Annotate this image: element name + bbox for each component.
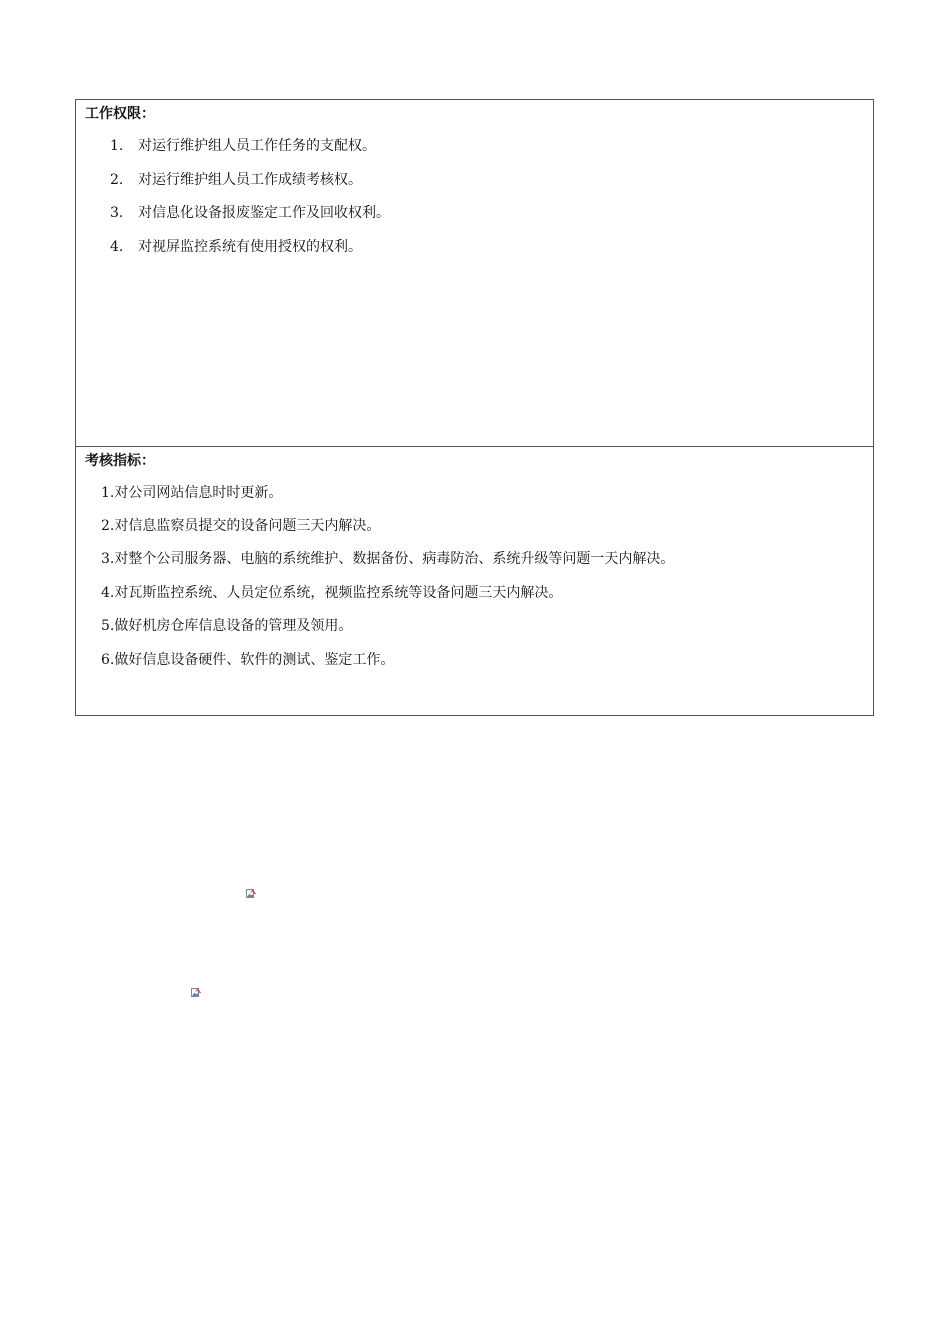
item-text: 对运行维护组人员工作任务的支配权。: [138, 138, 376, 154]
broken-image-icon: [191, 988, 201, 998]
assessment-title: 考核指标：: [85, 453, 155, 469]
list-item: [110, 137, 376, 155]
broken-image-icon: [246, 889, 256, 899]
item-number: 3.: [110, 205, 124, 221]
list-item: [110, 204, 390, 222]
item-number: 1.: [110, 138, 124, 154]
authority-section: [76, 100, 873, 447]
item-text: 对视屏监控系统有使用授权的权利。: [138, 239, 362, 255]
item-number: 4.: [110, 239, 124, 255]
list-item: 3.对整个公司服务器、电脑的系统维护、数据备份、病毒防治、系统升级等问题一天内解决。: [101, 551, 675, 567]
job-description-table: [75, 99, 874, 716]
list-item: 4.对瓦斯监控系统、人员定位系统，视频监控系统等设备问题三天内解决。: [101, 585, 563, 601]
list-item: 1.对公司网站信息时时更新。: [101, 485, 283, 501]
list-item: 5.做好机房仓库信息设备的管理及领用。: [101, 618, 353, 634]
assessment-section: [76, 447, 873, 715]
list-item: 2.对信息监察员提交的设备问题三天内解决。: [101, 518, 381, 534]
list-item: 6.做好信息设备硬件、软件的测试、鉴定工作。: [101, 652, 395, 668]
list-item: [110, 238, 362, 256]
authority-title: 工作权限：: [85, 106, 155, 122]
item-number: 2.: [110, 172, 124, 188]
item-text: 对信息化设备报废鉴定工作及回收权利。: [138, 205, 390, 221]
item-text: 对运行维护组人员工作成绩考核权。: [138, 172, 362, 188]
list-item: [110, 171, 362, 189]
